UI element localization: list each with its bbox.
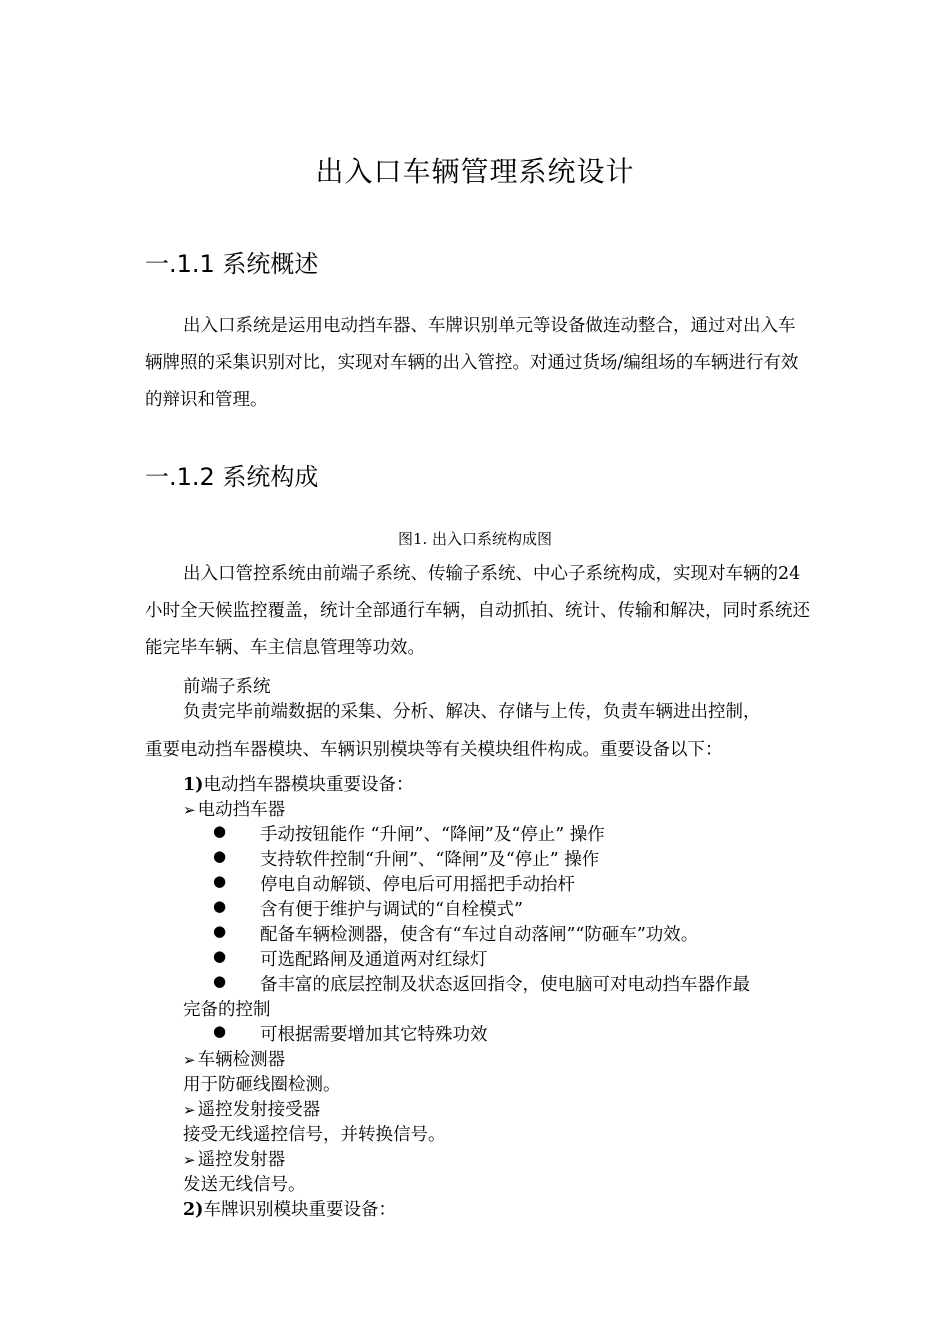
module-2-label: 车牌识别模块重要设备：: [203, 1200, 396, 1220]
detector-heading: [183, 1046, 285, 1071]
gate-bullet-item: 支持软件控制“升闸”、“降闸”及“停止” 操作: [260, 850, 600, 870]
gate-bullet-continuation: 完备的控制: [183, 1000, 271, 1020]
frontend-paragraph-line-1: 负责完毕前端数据的采集、分析、解决、存储与上传，负责车辆进出控制，: [183, 702, 761, 722]
section-heading-composition: 一.1.2 系统构成: [145, 463, 319, 491]
bullet-dot-icon: ●: [213, 847, 227, 865]
bullet-dot-icon: ●: [213, 922, 227, 940]
bullet-dot-icon: ●: [213, 1022, 227, 1040]
arrow-bullet-icon: ➢: [183, 1151, 196, 1169]
module-2-heading: [183, 1196, 396, 1221]
detector-label: 车辆检测器: [197, 1050, 286, 1070]
bullet-dot-icon: ●: [213, 972, 227, 990]
receiver-description: 接受无线遥控信号，并转换信号。: [183, 1125, 446, 1145]
gate-bullet-item: 备丰富的底层控制及状态返回指令，使电脑可对电动挡车器作最: [260, 975, 750, 995]
gate-bullet-item: 可根据需要增加其它特殊功效: [260, 1025, 488, 1045]
module-1-number: 1): [183, 775, 204, 795]
composition-paragraph: 出入口管控系统由前端子系统、传输子系统、中心子系统构成，实现对车辆的24小时全天候监控覆盖，统计全部通行车辆，自动抓拍、统计、传输和解决，同时系统还能完毕车辆、车主信息管理等功效。: [145, 564, 810, 658]
frontend-subsystem-title: 前端子系统: [183, 677, 271, 697]
bullet-dot-icon: ●: [213, 947, 227, 965]
receiver-heading: [183, 1096, 320, 1121]
receiver-label: 遥控发射接受器: [197, 1100, 321, 1120]
transmitter-description: 发送无线信号。: [183, 1175, 306, 1195]
detector-description: 用于防砸线圈检测。: [183, 1075, 341, 1095]
module-1-heading: [183, 771, 413, 796]
module-2-number: 2): [183, 1200, 204, 1220]
arrow-bullet-icon: ➢: [183, 801, 196, 819]
module-1-label: 电动挡车器模块重要设备：: [203, 775, 414, 795]
figure-caption: 图1. 出入口系统构成图: [397, 530, 553, 548]
transmitter-heading: [183, 1146, 285, 1171]
overview-paragraph: 出入口系统是运用电动挡车器、车牌识别单元等设备做连动整合，通过对出入车辆牌照的采集识别对比，实现对车辆的出入管控。对通过货场/编组场的车辆进行有效的辩识和管理。: [145, 316, 799, 410]
arrow-bullet-icon: ➢: [183, 1051, 196, 1069]
gate-heading: [183, 796, 285, 821]
arrow-bullet-icon: ➢: [183, 1101, 196, 1119]
bullet-dot-icon: ●: [213, 872, 227, 890]
bullet-dot-icon: ●: [213, 822, 227, 840]
gate-bullet-item: 配备车辆检测器，使含有“车过自动落闸”“防砸车”功效。: [260, 925, 699, 945]
section-heading-overview: 一.1.1 系统概述: [145, 250, 319, 278]
frontend-paragraph-line-2: 重要电动挡车器模块、车辆识别模块等有关模块组件构成。重要设备以下：: [145, 740, 723, 760]
gate-label: 电动挡车器: [197, 800, 286, 820]
transmitter-label: 遥控发射器: [197, 1150, 286, 1170]
gate-bullet-item: 可选配路闸及通道两对红绿灯: [260, 950, 488, 970]
gate-bullet-item: 停电自动解锁、停电后可用摇把手动抬杆: [260, 875, 575, 895]
page-title: 出入口车辆管理系统设计: [315, 155, 635, 188]
gate-bullet-item: 含有便于维护与调试的“自栓模式”: [260, 900, 523, 920]
bullet-dot-icon: ●: [213, 897, 227, 915]
gate-bullet-item: 手动按钮能作 “升闸”、“降闸”及“停止” 操作: [260, 825, 605, 845]
